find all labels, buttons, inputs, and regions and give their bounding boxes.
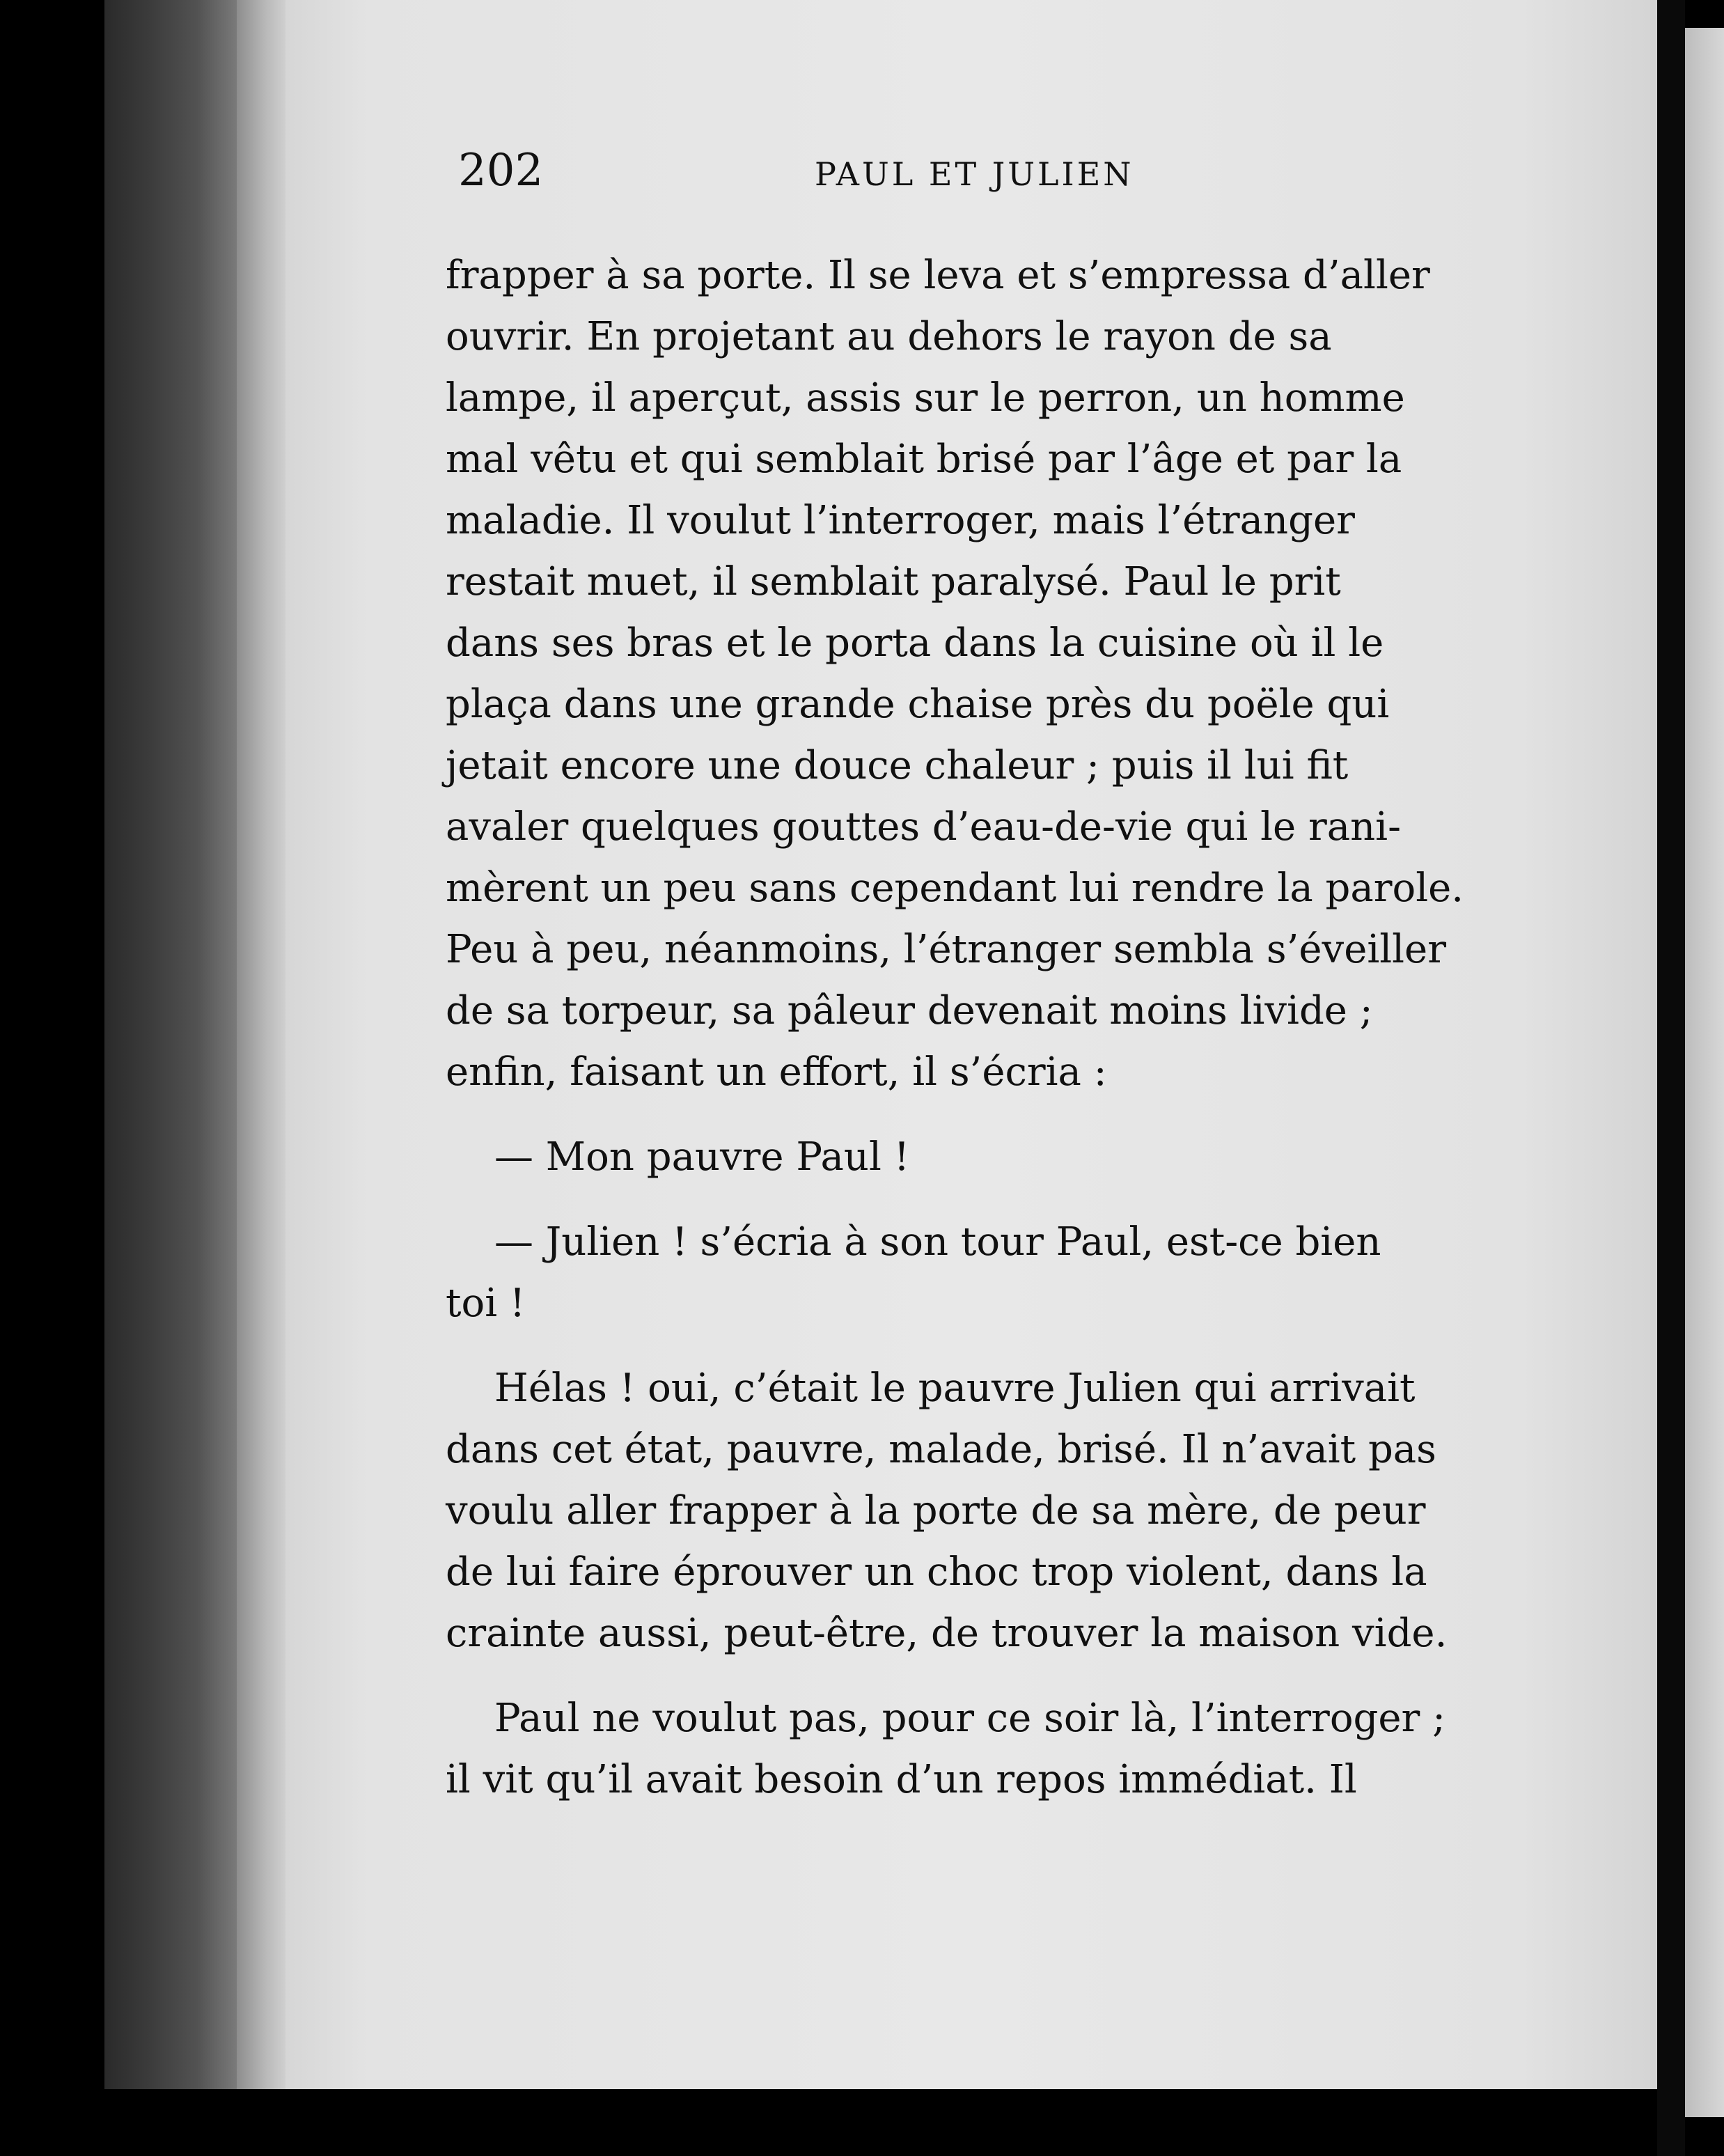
text-line: frapper à sa porte. Il se leva et s’empressa d’aller — [446, 253, 1430, 298]
text-line: dans ses bras et le porta dans la cuisine où il le — [446, 620, 1384, 666]
paragraph-gap — [446, 1664, 1490, 1688]
text-line: mèrent un peu sans cependant lui rendre la parole. — [446, 866, 1464, 911]
paragraph-gap — [446, 1188, 1490, 1212]
scan-bottom-border — [104, 2089, 1657, 2156]
text-line: Hélas ! oui, c’était le pauvre Julien qui arrivait — [494, 1366, 1416, 1411]
adjacent-page-edge — [1685, 28, 1724, 2117]
text-line: lampe, il aperçut, assis sur le perron, un homme — [446, 375, 1405, 421]
text-line: Paul ne voulut pas, pour ce soir là, l’interroger ; — [494, 1696, 1445, 1741]
text-line: enfin, faisant un effort, il s’écria : — [446, 1049, 1107, 1095]
text-line: restait muet, il semblait paralysé. Paul le prit — [446, 559, 1341, 604]
text-line: avaler quelques gouttes d’eau-de-vie qui le rani- — [446, 804, 1401, 850]
paragraph-gap — [446, 1103, 1490, 1127]
text-line: jetait encore une douce chaleur ; puis il lui fit — [446, 743, 1349, 788]
text-line: ouvrir. En projetant au dehors le rayon de sa — [446, 314, 1332, 359]
text-line: mal vêtu et qui semblait brisé par l’âge et par la — [446, 437, 1402, 482]
text-line: plaça dans une grande chaise près du poële qui — [446, 682, 1390, 727]
text-line: maladie. Il voulut l’interroger, mais l’étranger — [446, 498, 1355, 543]
text-line: de lui faire éprouver un choc trop violent, dans la — [446, 1549, 1427, 1595]
paragraph-gap — [446, 1334, 1490, 1358]
text-line: dans cet état, pauvre, malade, brisé. Il n’avait pas — [446, 1427, 1436, 1472]
page-body-text — [446, 245, 1490, 1811]
page-header — [458, 139, 1503, 202]
page-edge-shadow — [1657, 0, 1685, 2156]
text-line: voulu aller frapper à la porte de sa mère, de peur — [446, 1488, 1426, 1533]
text-line: de sa torpeur, sa pâleur devenait moins livide ; — [446, 988, 1373, 1033]
text-line: il vit qu’il avait besoin d’un repos immédiat. Il — [446, 1757, 1357, 1802]
book-gutter — [237, 0, 285, 2156]
page-number: 202 — [458, 145, 544, 196]
text-line: toi ! — [446, 1281, 526, 1326]
running-title: PAUL ET JULIEN — [815, 155, 1134, 193]
book-binding-shadow — [104, 0, 237, 2156]
dialogue-line: — Mon pauvre Paul ! — [494, 1134, 910, 1180]
text-line: Peu à peu, néanmoins, l’étranger sembla s’éveiller — [446, 927, 1446, 972]
dialogue-line: — Julien ! s’écria à son tour Paul, est-ce bien — [494, 1219, 1381, 1265]
text-line: crainte aussi, peut-être, de trouver la maison vide. — [446, 1611, 1448, 1656]
